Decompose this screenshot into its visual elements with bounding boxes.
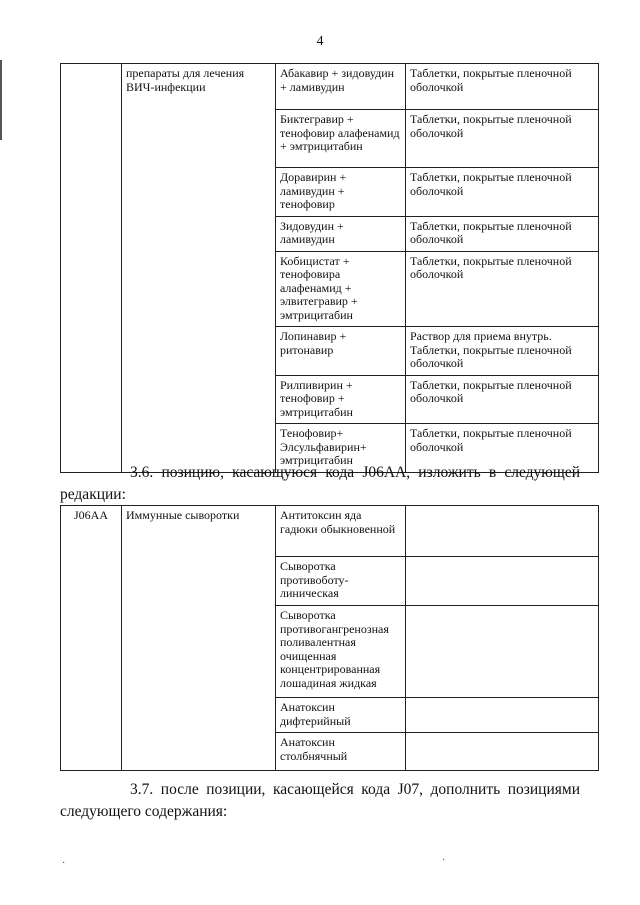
group-label: препараты для лечения ВИЧ-инфекции [122,64,276,473]
dosage-form: Таблетки, покрытые пленочной оболочкой [406,424,599,473]
dosage-form-line: Таблетки, покрытые пленочной оболочкой [410,342,572,370]
dosage-form-empty [406,557,599,606]
dosage-form: Таблетки, покрытые пленочной оболочкой [406,375,599,424]
drug-name: Анатоксин столбнячный [276,733,406,771]
atc-code: J06AA [61,506,122,771]
drug-name: Кобицистат + тенофовира алафенамид + элвитегравир + эмтрицитабин [276,251,406,327]
drug-name: Анатоксин дифтерийный [276,698,406,733]
group-label: Иммунные сыворотки [122,506,276,771]
drug-name: Зидовудин + ламивудин [276,216,406,251]
drug-name: Антитоксин яда гадюки обыкновенной [276,506,406,557]
drug-name: Лопинавир + ритонавир [276,327,406,376]
dosage-form-empty [406,698,599,733]
dosage-form: Таблетки, покрытые пленочной оболочкой [406,110,599,168]
dosage-form: Таблетки, покрытые пленочной оболочкой [406,168,599,217]
code-cell-empty [61,64,122,473]
hiv-drugs-table [60,63,599,473]
page-number: 4 [316,34,324,49]
dosage-form-empty [406,733,599,771]
drug-name: Тенофовир+ Элсульфавирин+ эмтрицитабин [276,424,406,473]
drug-name: Абакавир + зидовудин + ламивудин [276,64,406,110]
dosage-form [406,327,599,376]
drug-name: Сыворотка противоботу-линическая [276,557,406,606]
table-row [61,506,599,557]
table-row [61,64,599,110]
dosage-form: Таблетки, покрытые пленочной оболочкой [406,64,599,110]
dosage-form-empty [406,506,599,557]
amendment-paragraph-3-7: 3.7. после позиции, касающейся кода J07, дополнить позициями следующего содержания: [60,781,580,820]
scan-speck: · [62,858,66,869]
dosage-form-line: Раствор для приема внутрь. [410,329,552,343]
drug-name: Биктегравир + тенофовир алафенамид + эмтрицитабин [276,110,406,168]
amendment-paragraph-3-6: 3.6. позицию, касающуюся кода J06AA, изложить в следующей редакции: [60,464,580,503]
drug-name: Сыворотка противогангренозная поливалентная очищенная концентрированная лошадиная жидкая [276,606,406,698]
dosage-form: Таблетки, покрытые пленочной оболочкой [406,216,599,251]
dosage-form: Таблетки, покрытые пленочной оболочкой [406,251,599,327]
dosage-form-empty [406,606,599,698]
drug-name: Рилпивирин + тенофовир + эмтрицитабин [276,375,406,424]
immune-sera-table [60,505,599,771]
scan-speck: · [442,855,446,866]
binding-edge [0,60,2,140]
drug-name: Доравирин + ламивудин + тенофовир [276,168,406,217]
